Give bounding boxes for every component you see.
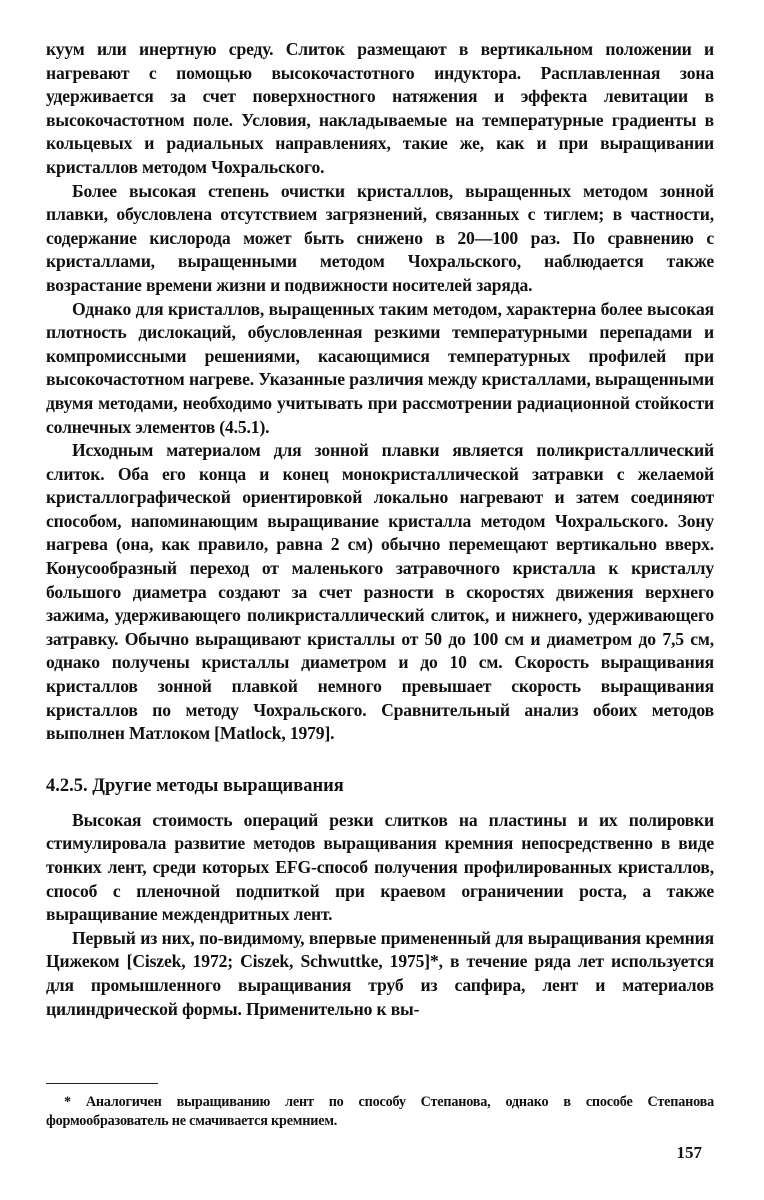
paragraph-4: Исходным материалом для зонной плавки является поликристаллический слиток. Оба его конца и конец монокристаллической затравки с желаемой кристаллографической ориентировкой локально нагревают и затем соединяют способом, напоминающим выращивание кристалла методом Чохральского. Зону нагрева (она, как правило, равна 2 см) обычно перемещают вертикально вверх. Конусообразный переход от маленького затравочного кристалла к кристаллу большого диаметра создают за счет разности в скоростях движения верхнего зажима, удерживающего поликристаллический слиток, и нижнего, удерживающего затравку. Обычно выращивают кристаллы от 50 до 100 см и диаметром до 7,5 см, однако получены кристаллы диаметром и до 10 см. Скорость выращивания кристаллов зонной плавкой немного превышает скорость выращивания кристаллов по методу Чохральского. Сравнительный анализ обоих методов выполнен Матлоком [Matlock, 1979]. <box>46 440 714 744</box>
page-body <box>46 38 714 1021</box>
paragraph-1: куум или инертную среду. Слиток размещают в вертикальном положении и нагревают с помощью высокочастотного индуктора. Расплавленная зона удерживается за счет поверхностного натяжения и эффекта левитации в высокочастотном поле. Условия, накладываемые на температурные градиенты в кольцевых и радиальных направлениях, такие же, как и при выращивании кристаллов методом Чохральского. <box>46 39 714 177</box>
footnote-divider <box>46 1083 158 1084</box>
page-number: 157 <box>676 1143 702 1162</box>
footnote: * Аналогичен выращиванию лент по способу Степанова, однако в способе Степанова формообразователь не смачивается кремнием. <box>46 1094 714 1129</box>
section-heading: 4.2.5. Другие методы выращивания <box>46 775 344 796</box>
paragraph-3: Однако для кристаллов, выращенных таким методом, характерна более высокая плотность дислокаций, обусловленная резкими температурными перепадами и компромиссными решениями, касающимися температурных профилей при высокочастотном нагреве. Указанные различия между кристаллами, выращенными двумя методами, необходимо учитывать при рассмотрении радиационной стойкости солнечных элементов (4.5.1). <box>46 298 714 437</box>
paragraph-2: Более высокая степень очистки кристаллов, выращенных методом зонной плавки, обусловлена отсутствием загрязнений, связанных с тиглем; в частности, содержание кислорода может быть снижено в 20—100 раз. По сравнению с кристаллами, выращенными методом Чохральского, наблюдается также возрастание времени жизни и подвижности носителей заряда. <box>46 180 714 295</box>
section-paragraph-2: Первый из них, по-видимому, впервые примененный для выращивания кремния Цижеком [Ciszek, 1972; Ciszek, Schwuttke, 1975]*, в течение ряда лет используется для промышленного выращивания труб из сапфира, лент и материалов цилиндрической формы. Применительно к вы- <box>46 927 714 1019</box>
section-paragraph-1: Высокая стоимость операций резки слитков на пластины и их полировки стимулировала развитие методов выращивания кремния непосредственно в виде тонких лент, среди которых EFG-способ получения профилированных кристаллов, способ с пленочной подпиткой при краевом ограничении роста, а также выращивание междендритных лент. <box>46 809 714 925</box>
